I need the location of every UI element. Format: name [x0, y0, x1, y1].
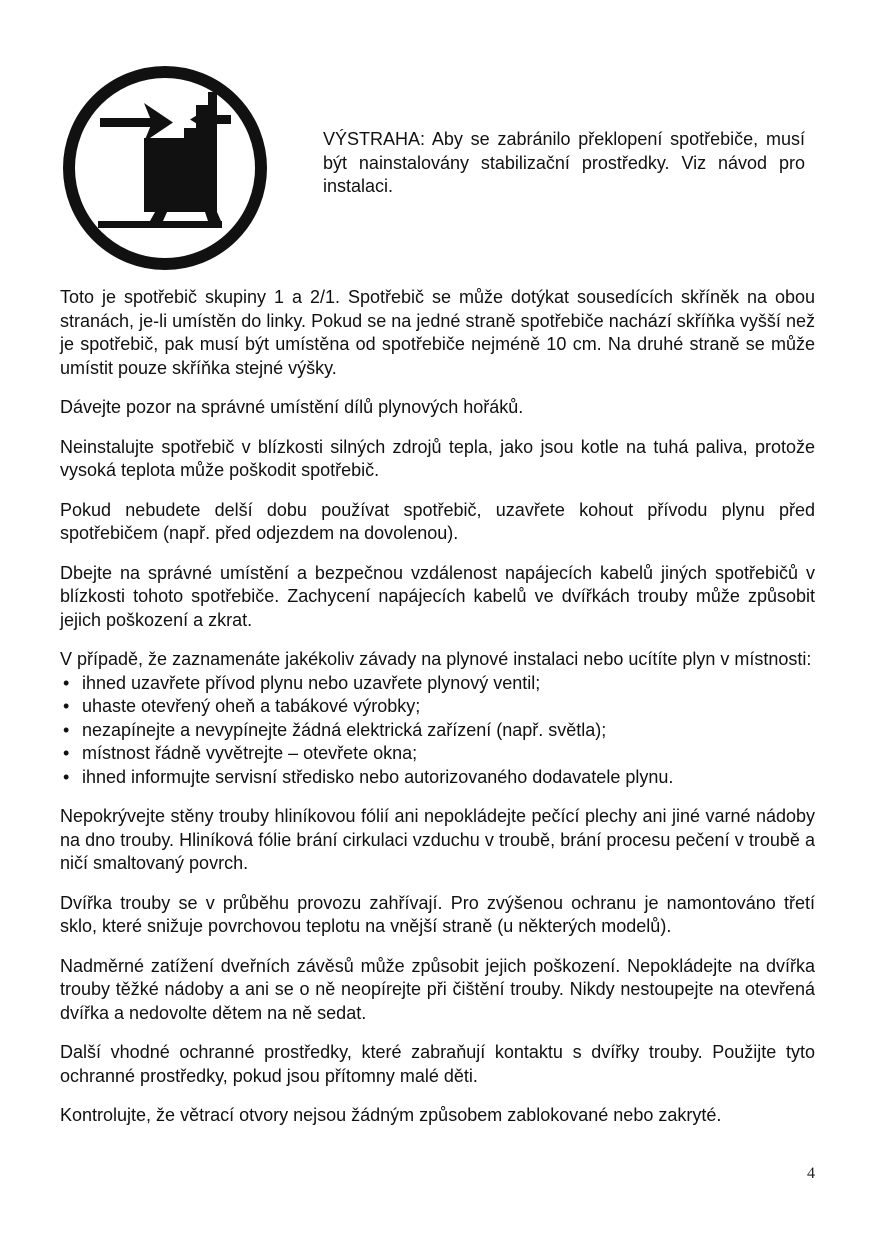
warning-section [60, 63, 815, 273]
list-item [60, 672, 815, 696]
paragraph-heat-sources: Neinstalujte spotřebič v blízkosti silných zdrojů tepla, jako jsou kotle na tuhá paliva, protože vysoká teplota může poškodit spotřebič. [60, 436, 815, 480]
list-item [60, 766, 815, 790]
list-item-text: uhaste otevřený oheň a tabákové výrobky; [82, 696, 421, 716]
list-item-text: ihned informujte servisní středisko nebo autorizovaného dodavatele plynu. [82, 766, 674, 787]
bullet-icon: • [63, 719, 70, 740]
paragraph-child-protection: Další vhodné ochranné prostředky, které zabraňují kontaktu s dvířky trouby. Použijte tyto ochranné prostředky, pokud jsou přítomny malé děti. [60, 1042, 815, 1086]
paragraph-power-cables: Dbejte na správné umístění a bezpečnou vzdálenost napájecích kabelů jiných spotřebičů v blízkosti tohoto spotřebiče. Zachycení napájecích kabelů ve dvířkách trouby může způsobit jejich poškození a zkrat. [60, 562, 815, 630]
list-item-text: nezapínejte a nevypínejte žádná elektrická zařízení (např. světla); [82, 719, 607, 740]
bullet-icon: • [63, 743, 70, 763]
gas-emergency-list [60, 672, 815, 790]
list-item [60, 695, 815, 719]
paragraph-vents: Kontrolujte, že větrací otvory nejsou žádným způsobem zablokované nebo zakryté. [60, 1105, 722, 1125]
paragraph-burner-parts: Dávejte pozor na správné umístění dílů plynových hořáků. [60, 397, 524, 417]
warning-text: VÝSTRAHA: Aby se zabránilo překlopení spotřebiče, musí být nainstalovány stabilizační prostředky. Viz návod pro instalaci. [323, 129, 805, 196]
paragraph-door-heat: Dvířka trouby se v průběhu provozu zahřívají. Pro zvýšenou ochranu je namontováno třetí sklo, které snižuje povrchovou teplotu na vnější straně (u některých modelů). [60, 892, 815, 936]
paragraph-gas-leak-intro: V případě, že zaznamenáte jakékoliv závady na plynové instalaci nebo ucítíte plyn v místnosti: [60, 649, 812, 669]
paragraph-door-hinges: Nadměrné zatížení dveřních závěsů může způsobit jejich poškození. Nepokládejte na dvířka trouby těžké nádoby a ani se o ně neopírejte při čištění trouby. Nikdy nestoupejte na otevřená dvířka a nedovolte dětem na ně sedat. [60, 955, 815, 1023]
bullet-icon: • [63, 766, 70, 787]
appliance-tip-over-icon [60, 63, 270, 273]
page-number: 4 [807, 1165, 815, 1182]
list-item [60, 719, 815, 743]
paragraph-gas-valve: Pokud nebudete delší dobu používat spotřebič, uzavřete kohout přívodu plynu před spotřebičem (např. před odjezdem na dovolenou). [60, 499, 815, 543]
bullet-icon: • [63, 672, 70, 693]
paragraph-aluminium-foil: Nepokrývejte stěny trouby hliníkovou fólií ani nepokládejte pečící plechy ani jiné varné nádoby na dno trouby. Hliníková fólie brání cirkulaci vzduchu v troubě, brání procesu pečení v troubě a ničí smaltovaný povrch. [60, 806, 815, 873]
list-item-text: místnost řádně vyvětrejte – otevřete okna; [82, 743, 418, 763]
list-item-text: ihned uzavřete přívod plynu nebo uzavřete plynový ventil; [82, 672, 541, 693]
paragraph-groups: Toto je spotřebič skupiny 1 a 2/1. Spotřebič se může dotýkat sousedících skříněk na obou stranách, je-li umístěn do linky. Pokud se na jedné straně spotřebiče nachází skříňka vyšší než je spotřebič, pak musí být umístěna od spotřebiče nejméně 10 cm. Na druhé straně se může umístit pouze skříňka stejné výšky. [60, 287, 815, 378]
body-text [60, 286, 815, 1128]
bullet-icon: • [63, 696, 70, 716]
list-item [60, 742, 815, 766]
